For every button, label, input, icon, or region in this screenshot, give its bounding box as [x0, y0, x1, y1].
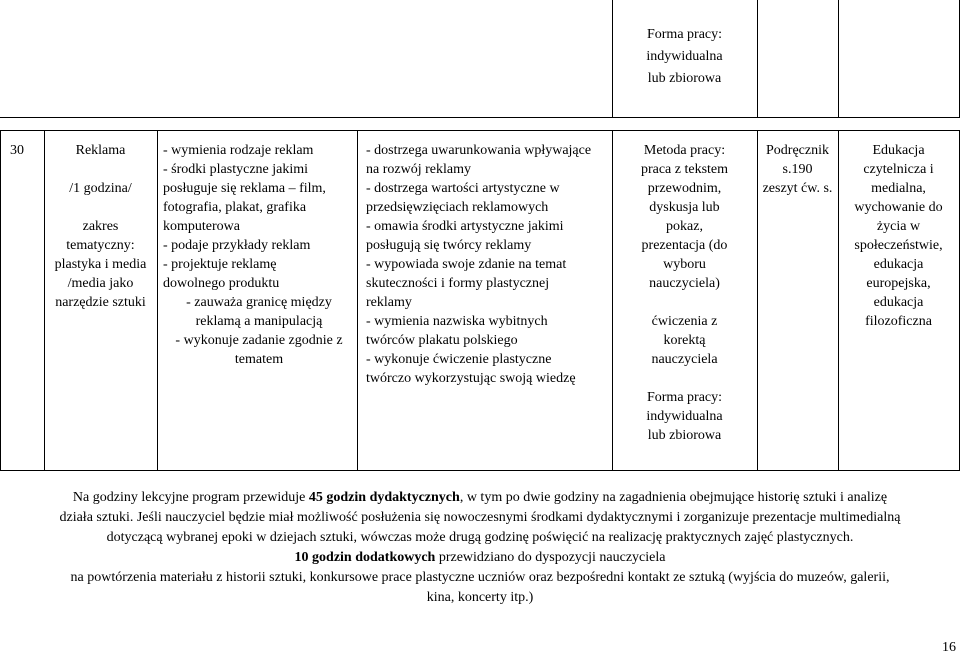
text-line: reklamy [366, 295, 412, 310]
note-line: działa sztuki. Jeśli nauczyciel będzie miał możliwość posłużenia się nowoczesnymi środkami dydaktycznymi i zorganizuje prezentacje multimedialną [59, 510, 901, 525]
text-line: lub zbiorowa [647, 71, 722, 86]
methods-cell [612, 141, 757, 445]
extended-requirements-cell [366, 141, 610, 388]
text-line: życia w [876, 219, 921, 234]
text-line: Reklama [75, 143, 126, 158]
grid-line [157, 130, 158, 471]
basic-requirements-cell [163, 141, 355, 369]
text-line: przewodnim, [647, 181, 722, 196]
text-line [44, 198, 157, 217]
text-line: Forma pracy: [646, 27, 723, 42]
grid-line [357, 130, 358, 471]
text-line: - wykonuje zadanie zgodnie z [175, 333, 343, 348]
text-line: przedsięwzięciach reklamowych [366, 200, 549, 215]
text-line: na rozwój reklamy [366, 162, 471, 177]
topic-cell [44, 141, 157, 312]
text-line: europejska, [866, 276, 931, 291]
text-line: Forma pracy: [646, 390, 723, 405]
text-line: prezentacja (do [641, 238, 728, 253]
note-text: , w tym po dwie godziny na zagadnienia obejmujące historię sztuki i analizę [459, 490, 888, 505]
text-line: zeszyt ćw. s. [762, 181, 833, 196]
text-line [44, 160, 157, 179]
text-line: reklamą a manipulacją [195, 314, 323, 329]
text-line: - projektuje reklamę [163, 257, 277, 272]
text-line: s.190 [782, 162, 813, 177]
text-line: twórczo wykorzystując swoją wiedzę [366, 371, 576, 386]
note-line: dotyczącą wybranej epoki w dziejach sztuki, wówczas może drugą godzinę poświęcić na realizację praktycznych zajęć plastycznych. [106, 530, 854, 545]
text-line: Edukacja [872, 143, 925, 158]
text-line: nauczyciela [651, 352, 718, 367]
lesson-number-text: 30 [10, 143, 24, 158]
text-line: tematem [234, 352, 284, 367]
text-line: - dostrzega uwarunkowania wpływające [366, 143, 592, 158]
text-line: /media jako [67, 276, 134, 291]
materials-cell [757, 141, 838, 198]
text-line: lub zbiorowa [647, 428, 722, 443]
text-line: zakres [82, 219, 119, 234]
table-top-border [0, 130, 960, 131]
text-line: - wykonuje ćwiczenie plastyczne [366, 352, 552, 367]
grid-line [612, 0, 613, 118]
form-of-work-top [612, 24, 757, 90]
text-line: czytelnicza i [863, 162, 934, 177]
text-line [612, 293, 757, 312]
text-line: filozoficzna [865, 314, 932, 329]
grid-line [0, 130, 1, 471]
text-line [612, 369, 757, 388]
note-bold-text: 45 godzin dydaktycznych [308, 490, 460, 505]
text-line: - podaje przykłady reklam [163, 238, 311, 253]
grid-line [838, 0, 839, 118]
hours-note [0, 488, 960, 608]
text-line: dyskusja lub [649, 200, 720, 215]
text-line: twórców plakatu polskiego [366, 333, 518, 348]
note-line: kina, koncerty itp.) [426, 590, 534, 605]
note-line: na powtórzenia materiału z historii sztuki, konkursowe prace plastyczne uczniów oraz bezpośredni kontakt ze sztuką (wyjścia do muzeów, galerii, [70, 570, 890, 585]
text-line: /1 godzina/ [69, 181, 132, 196]
text-line: posługują się twórcy reklamy [366, 238, 532, 253]
text-line: ćwiczenia z [651, 314, 718, 329]
text-line: - wypowiada swoje zdanie na temat [366, 257, 567, 272]
note-text: przewidziano do dyspozycji nauczyciela [435, 550, 666, 565]
text-line: medialna, [871, 181, 926, 196]
note-text: Na godziny lekcyjne program przewiduje [72, 490, 309, 505]
text-line: indywidualna [646, 409, 723, 424]
text-line: - zauważa granicę między [186, 295, 332, 310]
previous-row-fragment [0, 0, 960, 118]
text-line: praca z tekstem [640, 162, 729, 177]
text-line: tematyczny: [66, 238, 135, 253]
text-line: narzędzie sztuki [55, 295, 146, 310]
text-line: Metoda pracy: [643, 143, 726, 158]
page-number: 16 [942, 640, 956, 655]
text-line: korektą [663, 333, 706, 348]
note-line [0, 548, 960, 568]
text-line: posługuje się reklama – film, [163, 181, 326, 196]
lesson-number [10, 141, 44, 160]
grid-line [757, 0, 758, 118]
text-line: edukacja [873, 295, 924, 310]
text-line: dowolnego produktu [163, 276, 280, 291]
note-line [0, 488, 960, 508]
table-bottom-border [0, 470, 960, 471]
text-line: indywidualna [646, 49, 723, 64]
text-line: - wymienia rodzaje reklam [163, 143, 314, 158]
text-line: edukacja [873, 257, 924, 272]
text-line: - wymienia nazwiska wybitnych [366, 314, 548, 329]
text-line: społeczeństwie, [854, 238, 943, 253]
text-line: Podręcznik [766, 143, 829, 158]
text-line: wyboru [663, 257, 706, 272]
text-line: - omawia środki artystyczne jakimi [366, 219, 564, 234]
note-bold-text: 10 godzin dodatkowych [294, 550, 436, 565]
text-line: wychowanie do [854, 200, 943, 215]
education-paths-cell [838, 141, 959, 331]
text-line: - środki plastyczne jakimi [163, 162, 309, 177]
text-line: komputerowa [163, 219, 240, 234]
text-line: pokaz, [666, 219, 703, 234]
text-line: skuteczności i formy plastycznej [366, 276, 550, 291]
text-line: nauczyciela) [649, 276, 720, 291]
text-line: fotografia, plakat, grafika [163, 200, 307, 215]
text-line: - dostrzega wartości artystyczne w [366, 181, 560, 196]
text-line: plastyka i media [54, 257, 147, 272]
